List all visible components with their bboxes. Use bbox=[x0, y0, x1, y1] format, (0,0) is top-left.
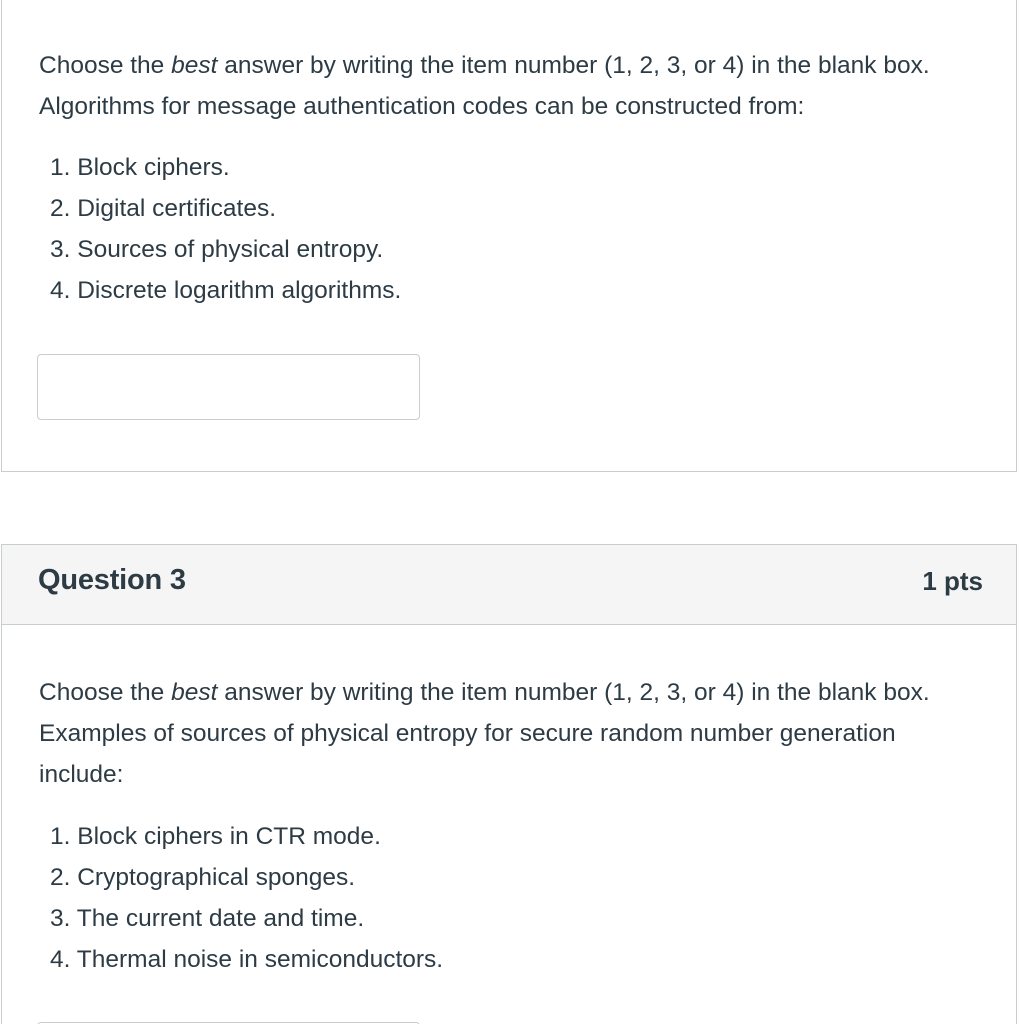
question-card-3 bbox=[1, 544, 1017, 1024]
option-item: 2. Digital certificates. bbox=[50, 195, 277, 222]
option-item: 1. Block ciphers in CTR mode. bbox=[50, 823, 381, 850]
question-2-text: Choose the best answer by writing the item number (1, 2, 3, or 4) in the blank box. Algorithms for message authentication codes can be constructed from: bbox=[39, 52, 930, 120]
option-item: 2. Cryptographical sponges. bbox=[50, 864, 356, 891]
option-item: 3. Sources of physical entropy. bbox=[50, 236, 384, 263]
question-3-options bbox=[50, 816, 443, 980]
question-title: Question 3 bbox=[38, 564, 186, 596]
question-points: 1 pts bbox=[922, 566, 983, 596]
option-item: 1. Block ciphers. bbox=[50, 154, 230, 181]
question-3-text: Choose the best answer by writing the item number (1, 2, 3, or 4) in the blank box. Examples of sources of physical entropy for secure random number generation include: bbox=[39, 679, 930, 788]
option-item: 4. Thermal noise in semiconductors. bbox=[50, 946, 444, 973]
question-2-answer-input[interactable] bbox=[37, 354, 420, 420]
option-item: 3. The current date and time. bbox=[50, 905, 365, 932]
option-item: 4. Discrete logarithm algorithms. bbox=[50, 277, 402, 304]
question-card-2 bbox=[1, 0, 1017, 472]
question-2-options bbox=[50, 147, 401, 311]
question-3-header bbox=[2, 545, 1016, 625]
